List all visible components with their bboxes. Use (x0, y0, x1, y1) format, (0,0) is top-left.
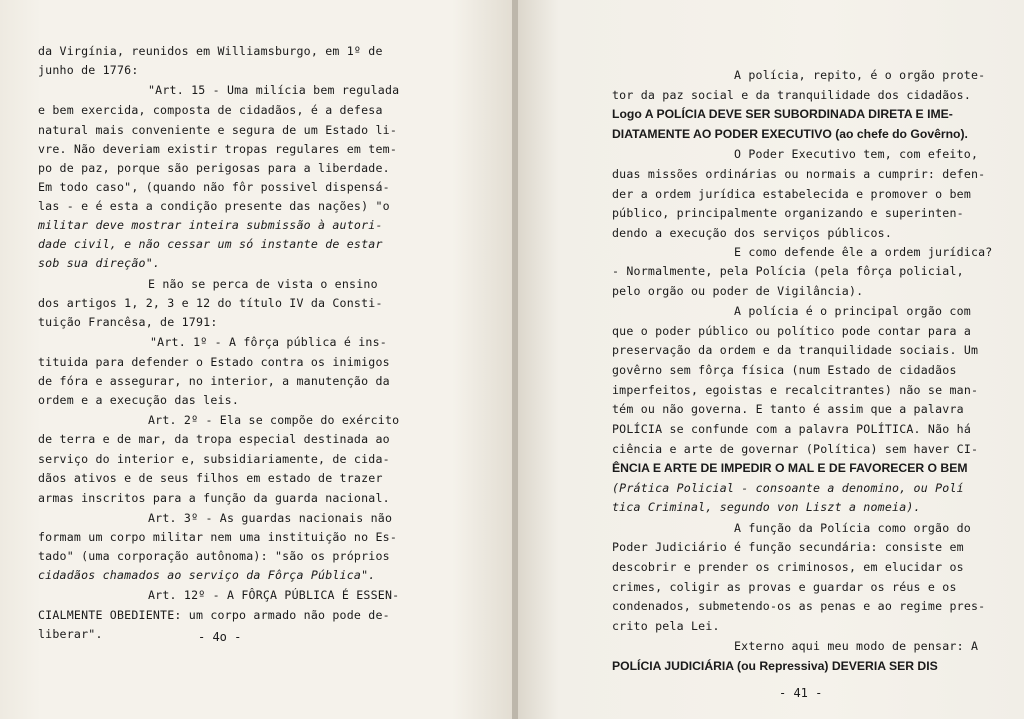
left-page-text-line: cidadãos chamados ao serviço da Fôrça Pública". (38, 568, 376, 582)
left-page-text-line: "Art. 1º - A fôrça pública é ins- (150, 335, 387, 349)
left-page-text-line: CIALMENTE OBEDIENTE: um corpo armado não pode de- (38, 608, 390, 622)
right-page-text-line: ciência e arte de governar (Política) sem haver CI- (612, 442, 979, 456)
right-page-text-line: preservação da ordem e da tranquilidade sociais. Um (612, 343, 979, 357)
right-page-text-line: dendo a execução dos serviços públicos. (612, 226, 893, 240)
right-page-text-line: ÊNCIA E ARTE DE IMPEDIR O MAL E DE FAVORECER O BEM (612, 461, 968, 475)
left-page-text-line: Art. 3º - As guardas nacionais não (148, 511, 393, 525)
left-page-text-line: e bem exercida, composta de cidadãos, é a defesa (38, 103, 383, 117)
right-page-text-line: - Normalmente, pela Polícia (pela fôrça policial, (612, 264, 964, 278)
left-page-text-line: de terra e de mar, da tropa especial destinada ao (38, 432, 390, 446)
left-page-text-line: serviço do interior e, subsidiariamente, de cida- (38, 452, 390, 466)
left-page-text-line: Art. 12º - A FÔRÇA PÚBLICA É ESSEN- (148, 588, 400, 602)
left-page-text-line: Art. 2º - Ela se compõe do exército (148, 413, 400, 427)
right-page-text-line: que o poder público ou político pode contar para a (612, 324, 972, 338)
right-page-text-line: crimes, coligir as provas e guardar os réus e os (612, 580, 957, 594)
right-page-text-line: condenados, submetendo-os as penas e ao regime pres- (612, 599, 986, 613)
right-page-text-line: Logo A POLÍCIA DEVE SER SUBORDINADA DIRETA E IME- (612, 107, 953, 121)
right-page-text-line: E como defende êle a ordem jurídica? (734, 245, 993, 259)
right-page-text-line: público, principalmente organizando e superinten- (612, 206, 964, 220)
right-page-text-line: DIATAMENTE AO PODER EXECUTIVO (ao chefe do Govêrno). (612, 127, 968, 141)
right-page-text-line: POLÍCIA JUDICIÁRIA (ou Repressiva) DEVERIA SER DIS (612, 659, 938, 673)
left-page-text-line: de fóra e assegurar, no interior, a manutenção da (38, 374, 390, 388)
page-number-right: - 41 - (779, 686, 823, 700)
right-page-text-line: tém ou não governa. E tanto é assim que a palavra (612, 402, 964, 416)
left-page-text-line: da Virgínia, reunidos em Williamsburgo, em 1º de (38, 44, 383, 58)
left-page-text-line: vre. Não deveriam existir tropas regulares em tem- (38, 142, 398, 156)
left-page-text-line: sob sua direção". (38, 256, 161, 270)
left-page-text-line: E não se perca de vista o ensino (148, 277, 378, 291)
left-page-text-line: las - e é esta a condição presente das nações) "o (38, 199, 390, 213)
left-page-text-line: junho de 1776: (38, 63, 139, 77)
left-page-text-line: militar deve mostrar inteira submissão à autori- (38, 218, 383, 232)
left-page-text-line: natural mais conveniente e segura de um Estado li- (38, 123, 398, 137)
page-number-left: - 4o - (198, 630, 242, 644)
right-page-text-line: A função da Polícia como orgão do (734, 521, 971, 535)
left-page-text-line: ordem e a execução das leis. (38, 393, 240, 407)
right-page-text-line: pelo orgão ou poder de Vigilância). (612, 284, 864, 298)
right-page-text-line: tica Criminal, segundo von Liszt a nomeia). (612, 500, 921, 514)
right-page-text-line: A polícia é o principal orgão com (734, 304, 971, 318)
right-page-text-line: POLÍCIA se confunde com a palavra POLÍTICA. Não há (612, 422, 972, 436)
right-page-text-line: Poder Judiciário é função secundária: consiste em (612, 540, 964, 554)
left-page-text-line: dade civil, e não cessar um só instante de estar (38, 237, 383, 251)
right-page-text-line: Externo aqui meu modo de pensar: A (734, 639, 979, 653)
left-page-text-line: tuição Francêsa, de 1791: (38, 315, 218, 329)
left-page-text-line: dãos ativos e de seus filhos em estado de trazer (38, 471, 383, 485)
right-page-text-line: der a ordem jurídica estabelecida e promover o bem (612, 187, 972, 201)
left-page-text-line: liberar". (38, 627, 103, 641)
right-page-text-line: govêrno sem fôrça física (num Estado de cidadãos (612, 363, 957, 377)
left-page-text-line: tituida para defender o Estado contra os inimigos (38, 355, 390, 369)
right-page-text-line: duas missões ordinárias ou normais a cumprir: defen- (612, 167, 986, 181)
right-page-text-line: O Poder Executivo tem, com efeito, (734, 147, 979, 161)
right-page-text-line: tor da paz social e da tranquilidade dos cidadãos. (612, 88, 972, 102)
left-page-text-line: dos artigos 1, 2, 3 e 12 do título IV da Consti- (38, 296, 383, 310)
left-page-text-line: Em todo caso", (quando não fôr possivel dispensá- (38, 180, 390, 194)
right-page-text-line: crito pela Lei. (612, 619, 720, 633)
left-page-text-line: tado" (uma corporação autônoma): "são os próprios (38, 549, 390, 563)
left-page-text-line: po de paz, porque são perigosas para a liberdade. (38, 161, 390, 175)
right-page-text-line: (Prática Policial - consoante a denomino, ou Polí (612, 481, 964, 495)
left-page-text-line: armas inscritos para a função da guarda nacional. (38, 491, 390, 505)
right-page-text-line: A polícia, repito, é o orgão prote- (734, 68, 986, 82)
left-page-text-line: "Art. 15 - Uma milícia bem regulada (148, 83, 400, 97)
right-page-text-line: descobrir e prender os criminosos, em elucidar os (612, 560, 964, 574)
right-page-text-line: imperfeitos, egoistas e recalcitrantes) não se man- (612, 383, 979, 397)
left-page-text-line: formam um corpo militar nem uma instituição no Es- (38, 530, 398, 544)
